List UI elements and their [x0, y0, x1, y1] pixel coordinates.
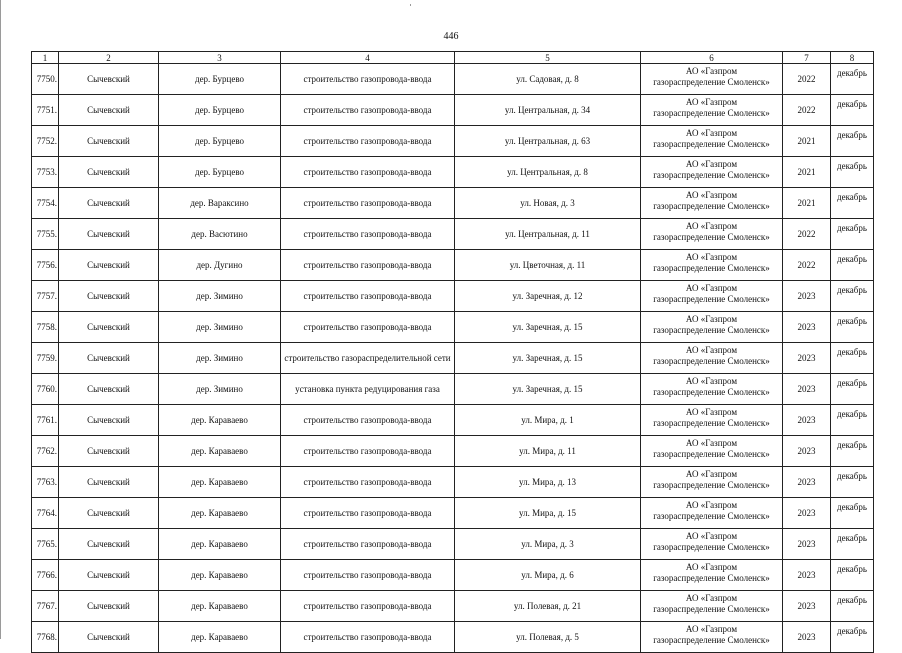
year-cell: 2023	[783, 622, 831, 653]
organization-line-2: газораспределение Смоленск»	[653, 387, 770, 397]
address-cell: ул. Заречная, д. 15	[455, 312, 641, 343]
address-cell: ул. Заречная, д. 15	[455, 343, 641, 374]
month-cell: декабрь	[831, 343, 874, 374]
month-cell: декабрь	[831, 64, 874, 95]
year-cell: 2023	[783, 560, 831, 591]
settlement-cell: дер. Караваево	[159, 529, 281, 560]
organization-cell	[641, 219, 783, 250]
header-col-7: 7	[783, 52, 831, 64]
address-cell: ул. Полевая, д. 21	[455, 591, 641, 622]
district-cell: Сычевский	[59, 126, 159, 157]
header-col-6: 6	[641, 52, 783, 64]
organization-line-2: газораспределение Смоленск»	[653, 635, 770, 645]
month-cell: декабрь	[831, 591, 874, 622]
month-cell: декабрь	[831, 467, 874, 498]
district-cell: Сычевский	[59, 405, 159, 436]
header-col-4: 4	[281, 52, 455, 64]
organization-cell	[641, 622, 783, 653]
page-number: 446	[443, 31, 459, 42]
address-cell: ул. Новая, д. 3	[455, 188, 641, 219]
organization-line-2: газораспределение Смоленск»	[653, 573, 770, 583]
settlement-cell: дер. Караваево	[159, 405, 281, 436]
row-number-cell: 7764.	[32, 498, 59, 529]
month-cell: декабрь	[831, 126, 874, 157]
header-col-3: 3	[159, 52, 281, 64]
row-number-cell: 7754.	[32, 188, 59, 219]
month-cell: декабрь	[831, 498, 874, 529]
address-cell: ул. Садовая, д. 8	[455, 64, 641, 95]
work-type-cell: строительство газопровода-ввода	[281, 219, 455, 250]
work-type-cell: строительство газораспределительной сети	[281, 343, 455, 374]
row-number-cell: 7761.	[32, 405, 59, 436]
organization-cell	[641, 560, 783, 591]
organization-cell	[641, 126, 783, 157]
table-row	[32, 95, 874, 126]
table-row	[32, 64, 874, 95]
row-number-cell: 7757.	[32, 281, 59, 312]
organization-line-1: АО «Газпром	[685, 345, 738, 355]
row-number-cell: 7765.	[32, 529, 59, 560]
address-cell: ул. Центральная, д. 8	[455, 157, 641, 188]
table-row	[32, 312, 874, 343]
header-col-8: 8	[831, 52, 874, 64]
organization-cell	[641, 467, 783, 498]
organization-cell	[641, 529, 783, 560]
table-row	[32, 188, 874, 219]
work-type-cell: строительство газопровода-ввода	[281, 622, 455, 653]
address-cell: ул. Мира, д. 13	[455, 467, 641, 498]
settlement-cell: дер. Зимино	[159, 343, 281, 374]
row-number-cell: 7760.	[32, 374, 59, 405]
address-cell: ул. Мира, д. 15	[455, 498, 641, 529]
year-cell: 2023	[783, 343, 831, 374]
year-cell: 2022	[783, 64, 831, 95]
header-col-1: 1	[32, 52, 59, 64]
address-cell: ул. Мира, д. 6	[455, 560, 641, 591]
row-number-cell: 7751.	[32, 95, 59, 126]
district-cell: Сычевский	[59, 343, 159, 374]
table-row	[32, 250, 874, 281]
district-cell: Сычевский	[59, 529, 159, 560]
address-cell: ул. Полевая, д. 5	[455, 622, 641, 653]
year-cell: 2022	[783, 219, 831, 250]
organization-cell	[641, 157, 783, 188]
scan-speck	[410, 4, 411, 6]
organization-line-2: газораспределение Смоленск»	[653, 604, 770, 614]
organization-line-2: газораспределение Смоленск»	[653, 356, 770, 366]
month-cell: декабрь	[831, 560, 874, 591]
organization-cell	[641, 312, 783, 343]
address-cell: ул. Центральная, д. 63	[455, 126, 641, 157]
organization-line-1: АО «Газпром	[685, 438, 738, 448]
year-cell: 2022	[783, 95, 831, 126]
work-type-cell: строительство газопровода-ввода	[281, 529, 455, 560]
organization-cell	[641, 436, 783, 467]
month-cell: декабрь	[831, 95, 874, 126]
work-type-cell: строительство газопровода-ввода	[281, 436, 455, 467]
gasification-register-table	[31, 51, 874, 653]
year-cell: 2023	[783, 312, 831, 343]
month-cell: декабрь	[831, 529, 874, 560]
organization-line-2: газораспределение Смоленск»	[653, 542, 770, 552]
row-number-cell: 7750.	[32, 64, 59, 95]
organization-cell	[641, 405, 783, 436]
address-cell: ул. Центральная, д. 34	[455, 95, 641, 126]
row-number-cell: 7763.	[32, 467, 59, 498]
organization-line-2: газораспределение Смоленск»	[653, 263, 770, 273]
address-cell: ул. Заречная, д. 15	[455, 374, 641, 405]
row-number-cell: 7756.	[32, 250, 59, 281]
district-cell: Сычевский	[59, 64, 159, 95]
work-type-cell: строительство газопровода-ввода	[281, 126, 455, 157]
settlement-cell: дер. Караваево	[159, 560, 281, 591]
district-cell: Сычевский	[59, 560, 159, 591]
organization-cell	[641, 281, 783, 312]
month-cell: декабрь	[831, 219, 874, 250]
work-type-cell: строительство газопровода-ввода	[281, 591, 455, 622]
header-col-5: 5	[455, 52, 641, 64]
organization-line-1: АО «Газпром	[685, 190, 738, 200]
organization-line-2: газораспределение Смоленск»	[653, 325, 770, 335]
settlement-cell: дер. Караваево	[159, 467, 281, 498]
organization-line-1: АО «Газпром	[685, 252, 738, 262]
organization-cell	[641, 374, 783, 405]
work-type-cell: строительство газопровода-ввода	[281, 64, 455, 95]
organization-line-2: газораспределение Смоленск»	[653, 480, 770, 490]
settlement-cell: дер. Бурцево	[159, 95, 281, 126]
organization-line-2: газораспределение Смоленск»	[653, 232, 770, 242]
year-cell: 2021	[783, 188, 831, 219]
settlement-cell: дер. Караваево	[159, 622, 281, 653]
organization-cell	[641, 343, 783, 374]
work-type-cell: строительство газопровода-ввода	[281, 250, 455, 281]
year-cell: 2023	[783, 405, 831, 436]
district-cell: Сычевский	[59, 467, 159, 498]
row-number-cell: 7755.	[32, 219, 59, 250]
table-row	[32, 622, 874, 653]
table-row	[32, 436, 874, 467]
row-number-cell: 7762.	[32, 436, 59, 467]
organization-line-2: газораспределение Смоленск»	[653, 511, 770, 521]
organization-cell	[641, 188, 783, 219]
district-cell: Сычевский	[59, 250, 159, 281]
table-row	[32, 560, 874, 591]
settlement-cell: дер. Караваево	[159, 498, 281, 529]
table-row	[32, 529, 874, 560]
table-body	[32, 64, 874, 653]
organization-line-1: АО «Газпром	[685, 376, 738, 386]
table-row	[32, 343, 874, 374]
organization-line-1: АО «Газпром	[685, 66, 738, 76]
settlement-cell: дер. Караваево	[159, 436, 281, 467]
district-cell: Сычевский	[59, 95, 159, 126]
organization-line-1: АО «Газпром	[685, 128, 738, 138]
table-row	[32, 498, 874, 529]
work-type-cell: строительство газопровода-ввода	[281, 95, 455, 126]
work-type-cell: установка пункта редуцирования газа	[281, 374, 455, 405]
month-cell: декабрь	[831, 405, 874, 436]
district-cell: Сычевский	[59, 591, 159, 622]
organization-line-1: АО «Газпром	[685, 500, 738, 510]
organization-line-1: АО «Газпром	[685, 469, 738, 479]
district-cell: Сычевский	[59, 281, 159, 312]
district-cell: Сычевский	[59, 374, 159, 405]
address-cell: ул. Заречная, д. 12	[455, 281, 641, 312]
header-col-2: 2	[59, 52, 159, 64]
year-cell: 2023	[783, 374, 831, 405]
table-row	[32, 591, 874, 622]
table-row	[32, 219, 874, 250]
table-row	[32, 281, 874, 312]
organization-line-1: АО «Газпром	[685, 531, 738, 541]
row-number-cell: 7758.	[32, 312, 59, 343]
work-type-cell: строительство газопровода-ввода	[281, 560, 455, 591]
month-cell: декабрь	[831, 374, 874, 405]
organization-cell	[641, 591, 783, 622]
organization-line-2: газораспределение Смоленск»	[653, 201, 770, 211]
district-cell: Сычевский	[59, 498, 159, 529]
work-type-cell: строительство газопровода-ввода	[281, 312, 455, 343]
district-cell: Сычевский	[59, 188, 159, 219]
month-cell: декабрь	[831, 281, 874, 312]
organization-line-2: газораспределение Смоленск»	[653, 449, 770, 459]
month-cell: декабрь	[831, 188, 874, 219]
table-row	[32, 126, 874, 157]
address-cell: ул. Центральная, д. 11	[455, 219, 641, 250]
organization-line-1: АО «Газпром	[685, 221, 738, 231]
year-cell: 2023	[783, 467, 831, 498]
row-number-cell: 7759.	[32, 343, 59, 374]
month-cell: декабрь	[831, 250, 874, 281]
work-type-cell: строительство газопровода-ввода	[281, 467, 455, 498]
organization-line-1: АО «Газпром	[685, 159, 738, 169]
address-cell: ул. Мира, д. 11	[455, 436, 641, 467]
settlement-cell: дер. Зимино	[159, 281, 281, 312]
year-cell: 2023	[783, 498, 831, 529]
year-cell: 2022	[783, 250, 831, 281]
organization-line-2: газораспределение Смоленск»	[653, 77, 770, 87]
district-cell: Сычевский	[59, 219, 159, 250]
work-type-cell: строительство газопровода-ввода	[281, 281, 455, 312]
settlement-cell: дер. Бурцево	[159, 126, 281, 157]
table-row	[32, 405, 874, 436]
address-cell: ул. Мира, д. 1	[455, 405, 641, 436]
district-cell: Сычевский	[59, 312, 159, 343]
district-cell: Сычевский	[59, 436, 159, 467]
organization-cell	[641, 498, 783, 529]
district-cell: Сычевский	[59, 622, 159, 653]
organization-cell	[641, 64, 783, 95]
work-type-cell: строительство газопровода-ввода	[281, 188, 455, 219]
settlement-cell: дер. Бурцево	[159, 157, 281, 188]
work-type-cell: строительство газопровода-ввода	[281, 157, 455, 188]
table-row	[32, 157, 874, 188]
settlement-cell: дер. Караваево	[159, 591, 281, 622]
settlement-cell: дер. Зимино	[159, 374, 281, 405]
address-cell: ул. Мира, д. 3	[455, 529, 641, 560]
organization-cell	[641, 95, 783, 126]
row-number-cell: 7767.	[32, 591, 59, 622]
row-number-cell: 7768.	[32, 622, 59, 653]
settlement-cell: дер. Вараксино	[159, 188, 281, 219]
row-number-cell: 7766.	[32, 560, 59, 591]
table-row	[32, 374, 874, 405]
settlement-cell: дер. Дугино	[159, 250, 281, 281]
organization-line-1: АО «Газпром	[685, 624, 738, 634]
page-edge-rule	[0, 0, 1, 639]
row-number-cell: 7753.	[32, 157, 59, 188]
organization-cell	[641, 250, 783, 281]
year-cell: 2023	[783, 591, 831, 622]
year-cell: 2021	[783, 126, 831, 157]
year-cell: 2023	[783, 281, 831, 312]
organization-line-1: АО «Газпром	[685, 407, 738, 417]
settlement-cell: дер. Бурцево	[159, 64, 281, 95]
organization-line-1: АО «Газпром	[685, 314, 738, 324]
settlement-cell: дер. Зимино	[159, 312, 281, 343]
address-cell: ул. Цветочная, д. 11	[455, 250, 641, 281]
organization-line-1: АО «Газпром	[685, 97, 738, 107]
year-cell: 2023	[783, 436, 831, 467]
organization-line-2: газораспределение Смоленск»	[653, 139, 770, 149]
year-cell: 2021	[783, 157, 831, 188]
organization-line-2: газораспределение Смоленск»	[653, 108, 770, 118]
month-cell: декабрь	[831, 436, 874, 467]
organization-line-2: газораспределение Смоленск»	[653, 170, 770, 180]
work-type-cell: строительство газопровода-ввода	[281, 498, 455, 529]
month-cell: декабрь	[831, 622, 874, 653]
organization-line-2: газораспределение Смоленск»	[653, 418, 770, 428]
year-cell: 2023	[783, 529, 831, 560]
month-cell: декабрь	[831, 312, 874, 343]
organization-line-1: АО «Газпром	[685, 593, 738, 603]
month-cell: декабрь	[831, 157, 874, 188]
organization-line-2: газораспределение Смоленск»	[653, 294, 770, 304]
row-number-cell: 7752.	[32, 126, 59, 157]
district-cell: Сычевский	[59, 157, 159, 188]
organization-line-1: АО «Газпром	[685, 562, 738, 572]
table-row	[32, 467, 874, 498]
work-type-cell: строительство газопровода-ввода	[281, 405, 455, 436]
settlement-cell: дер. Васютино	[159, 219, 281, 250]
header-row	[32, 52, 874, 64]
organization-line-1: АО «Газпром	[685, 283, 738, 293]
